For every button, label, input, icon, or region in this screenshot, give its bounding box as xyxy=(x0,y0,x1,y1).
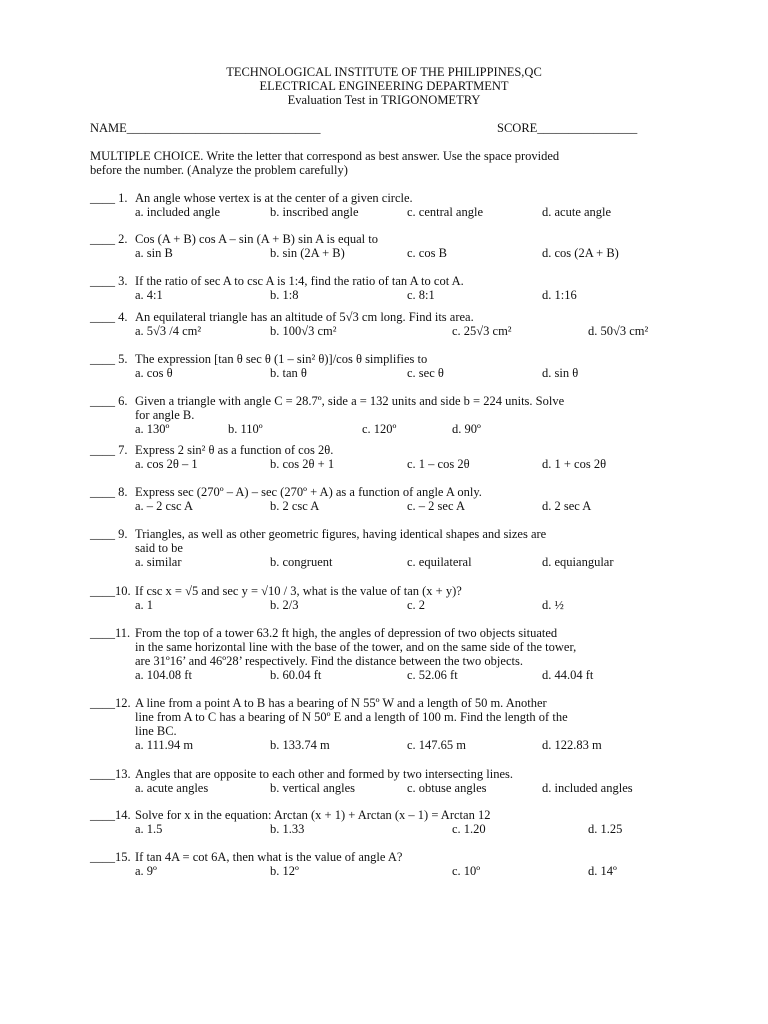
test-title: Evaluation Test in TRIGONOMETRY xyxy=(287,93,481,107)
answer-choice: d. included angles xyxy=(542,781,633,795)
question-text: An angle whose vertex is at the center of a given circle. xyxy=(135,191,413,205)
question-stem xyxy=(0,584,768,598)
answer-choice: a. similar xyxy=(135,555,182,569)
choice-row xyxy=(0,781,768,795)
answer-choice: a. cos θ xyxy=(135,366,173,380)
choice-row xyxy=(0,205,768,219)
answer-choice: a. acute angles xyxy=(135,781,209,795)
answer-choice: d. 44.04 ft xyxy=(542,668,594,682)
question-stem-continued xyxy=(0,640,768,654)
question-stem xyxy=(0,310,768,324)
instructions-line-2: before the number. (Analyze the problem carefully) xyxy=(90,163,348,177)
answer-choice: c. – 2 sec A xyxy=(407,499,465,513)
answer-blank[interactable]: ____ 9. xyxy=(90,527,128,541)
answer-choice: b. cos 2θ + 1 xyxy=(270,457,335,471)
answer-choice: c. central angle xyxy=(407,205,483,219)
choice-row xyxy=(0,555,768,569)
instructions-line-1: MULTIPLE CHOICE. Write the letter that correspond as best answer. Use the space provided xyxy=(90,149,560,163)
answer-choice: b. vertical angles xyxy=(270,781,356,795)
question-stem xyxy=(0,485,768,499)
answer-choice: a. 1 xyxy=(135,598,154,612)
question-stem-continued xyxy=(0,724,768,738)
question-stem xyxy=(0,352,768,366)
answer-choice: a. – 2 csc A xyxy=(135,499,193,513)
name-field[interactable]: NAME_______________________________ xyxy=(90,121,321,135)
answer-choice: a. 104.08 ft xyxy=(135,668,192,682)
answer-choice: d. 122.83 m xyxy=(542,738,602,752)
question-text: If tan 4A = cot 6A, then what is the value of angle A? xyxy=(135,850,403,864)
choice-row xyxy=(0,366,768,380)
answer-choice: b. 2 csc A xyxy=(270,499,320,513)
question-text: line from A to C has a bearing of N 50º E and a length of 100 m. Find the length of the xyxy=(135,710,568,724)
choice-row xyxy=(0,598,768,612)
question-text: line BC. xyxy=(135,724,177,738)
choice-row xyxy=(0,738,768,752)
question-stem xyxy=(0,527,768,541)
answer-choice: c. 52.06 ft xyxy=(407,668,458,682)
question-text: Given a triangle with angle C = 28.7º, side a = 132 units and side b = 224 units. Solve xyxy=(135,394,565,408)
question-stem xyxy=(0,274,768,288)
answer-choice: b. congruent xyxy=(270,555,333,569)
question-stem xyxy=(0,443,768,457)
question-stem-continued xyxy=(0,654,768,668)
answer-blank[interactable]: ____ 4. xyxy=(90,310,128,324)
answer-choice: b. sin (2A + B) xyxy=(270,246,345,260)
question-text: Angles that are opposite to each other and formed by two intersecting lines. xyxy=(135,767,514,781)
department-title: ELECTRICAL ENGINEERING DEPARTMENT xyxy=(259,79,509,93)
question-text: If csc x = √5 and sec y = √10 / 3, what is the value of tan (x + y)? xyxy=(135,584,462,598)
answer-blank[interactable]: ____14. xyxy=(90,808,131,822)
answer-choice: b. 1.33 xyxy=(270,822,305,836)
answer-choice: d. cos (2A + B) xyxy=(542,246,619,260)
answer-choice: b. 100√3 cm² xyxy=(270,324,337,338)
question-stem-continued xyxy=(0,541,768,555)
question-stem xyxy=(0,767,768,781)
answer-choice: c. 1 – cos 2θ xyxy=(407,457,470,471)
answer-choice: c. 120º xyxy=(362,422,397,436)
question-text: Cos (A + B) cos A – sin (A + B) sin A is equal to xyxy=(135,232,378,246)
question-text: in the same horizontal line with the base of the tower, and on the same side of the tower, xyxy=(135,640,577,654)
answer-choice: d. 1 + cos 2θ xyxy=(542,457,607,471)
institute-title: TECHNOLOGICAL INSTITUTE OF THE PHILIPPINES,QC xyxy=(226,65,542,79)
question-stem xyxy=(0,626,768,640)
answer-choice: c. sec θ xyxy=(407,366,444,380)
choice-row xyxy=(0,668,768,682)
question-text: A line from a point A to B has a bearing of N 55º W and a length of 50 m. Another xyxy=(135,696,547,710)
question-text: said to be xyxy=(135,541,183,555)
answer-choice: c. 8:1 xyxy=(407,288,435,302)
answer-choice: d. 90º xyxy=(452,422,481,436)
choice-row xyxy=(0,422,768,436)
answer-choice: d. 1:16 xyxy=(542,288,577,302)
question-stem-continued xyxy=(0,408,768,422)
answer-choice: d. 1.25 xyxy=(588,822,623,836)
answer-choice: d. 14º xyxy=(588,864,617,878)
answer-choice: d. sin θ xyxy=(542,366,579,380)
question-text: From the top of a tower 63.2 ft high, the angles of depression of two objects situated xyxy=(135,626,558,640)
answer-choice: a. 1.5 xyxy=(135,822,163,836)
question-stem-continued xyxy=(0,710,768,724)
answer-blank[interactable]: ____12. xyxy=(90,696,131,710)
answer-choice: b. 60.04 ft xyxy=(270,668,322,682)
student-fields xyxy=(0,121,768,135)
question-text: An equilateral triangle has an altitude of 5√3 cm long. Find its area. xyxy=(135,310,474,324)
answer-choice: c. cos B xyxy=(407,246,447,260)
answer-choice: d. ½ xyxy=(542,598,564,612)
question-text: If the ratio of sec A to csc A is 1:4, find the ratio of tan A to cot A. xyxy=(135,274,464,288)
question-text: Solve for x in the equation: Arctan (x + 1) + Arctan (x – 1) = Arctan 12 xyxy=(135,808,491,822)
question-stem xyxy=(0,191,768,205)
answer-blank[interactable]: ____15. xyxy=(90,850,131,864)
question-text: are 31º16’ and 46º28’ respectively. Find the distance between the two objects. xyxy=(135,654,523,668)
question-stem xyxy=(0,232,768,246)
answer-choice: b. 2/3 xyxy=(270,598,299,612)
answer-choice: c. 147.65 m xyxy=(407,738,467,752)
answer-blank[interactable]: ____ 2. xyxy=(90,232,128,246)
answer-choice: d. 50√3 cm² xyxy=(588,324,649,338)
question-stem xyxy=(0,808,768,822)
answer-choice: a. included angle xyxy=(135,205,221,219)
answer-choice: b. 1:8 xyxy=(270,288,299,302)
question-stem xyxy=(0,696,768,710)
answer-choice: a. 5√3 /4 cm² xyxy=(135,324,202,338)
answer-choice: c. 25√3 cm² xyxy=(452,324,512,338)
answer-choice: b. 110º xyxy=(228,422,263,436)
answer-choice: c. equilateral xyxy=(407,555,472,569)
answer-choice: c. 1.20 xyxy=(452,822,486,836)
answer-choice: c. obtuse angles xyxy=(407,781,487,795)
question-text: The expression [tan θ sec θ (1 – sin² θ)]/cos θ simplifies to xyxy=(135,352,428,366)
question-stem xyxy=(0,394,768,408)
answer-choice: b. inscribed angle xyxy=(270,205,359,219)
choice-row xyxy=(0,822,768,836)
answer-choice: a. 9º xyxy=(135,864,157,878)
answer-choice: a. 130º xyxy=(135,422,170,436)
answer-blank[interactable]: ____10. xyxy=(90,584,131,598)
choice-row xyxy=(0,288,768,302)
answer-choice: a. 111.94 m xyxy=(135,738,194,752)
question-text: Triangles, as well as other geometric figures, having identical shapes and sizes are xyxy=(135,527,547,541)
answer-blank[interactable]: ____ 6. xyxy=(90,394,128,408)
choice-row xyxy=(0,324,768,338)
answer-blank[interactable]: ____ 8. xyxy=(90,485,128,499)
answer-choice: c. 10º xyxy=(452,864,481,878)
answer-choice: a. 4:1 xyxy=(135,288,163,302)
answer-blank[interactable]: ____ 5. xyxy=(90,352,128,366)
choice-row xyxy=(0,246,768,260)
question-text: Express sec (270º – A) – sec (270º + A) as a function of angle A only. xyxy=(135,485,482,499)
answer-choice: b. tan θ xyxy=(270,366,307,380)
answer-blank[interactable]: ____11. xyxy=(90,626,131,640)
score-field[interactable]: SCORE________________ xyxy=(497,121,638,135)
answer-choice: a. cos 2θ – 1 xyxy=(135,457,198,471)
answer-choice: b. 133.74 m xyxy=(270,738,330,752)
question-text: Express 2 sin² θ as a function of cos 2θ. xyxy=(135,443,334,457)
choice-row xyxy=(0,457,768,471)
answer-blank[interactable]: ____ 7. xyxy=(90,443,128,457)
answer-choice: b. 12º xyxy=(270,864,299,878)
answer-choice: d. 2 sec A xyxy=(542,499,592,513)
answer-choice: d. equiangular xyxy=(542,555,614,569)
answer-choice: d. acute angle xyxy=(542,205,612,219)
answer-blank[interactable]: ____ 3. xyxy=(90,274,128,288)
answer-choice: a. sin B xyxy=(135,246,173,260)
question-text: for angle B. xyxy=(135,408,195,422)
question-stem xyxy=(0,850,768,864)
answer-blank[interactable]: ____ 1. xyxy=(90,191,128,205)
choice-row xyxy=(0,499,768,513)
answer-choice: c. 2 xyxy=(407,598,426,612)
answer-blank[interactable]: ____13. xyxy=(90,767,131,781)
choice-row xyxy=(0,864,768,878)
